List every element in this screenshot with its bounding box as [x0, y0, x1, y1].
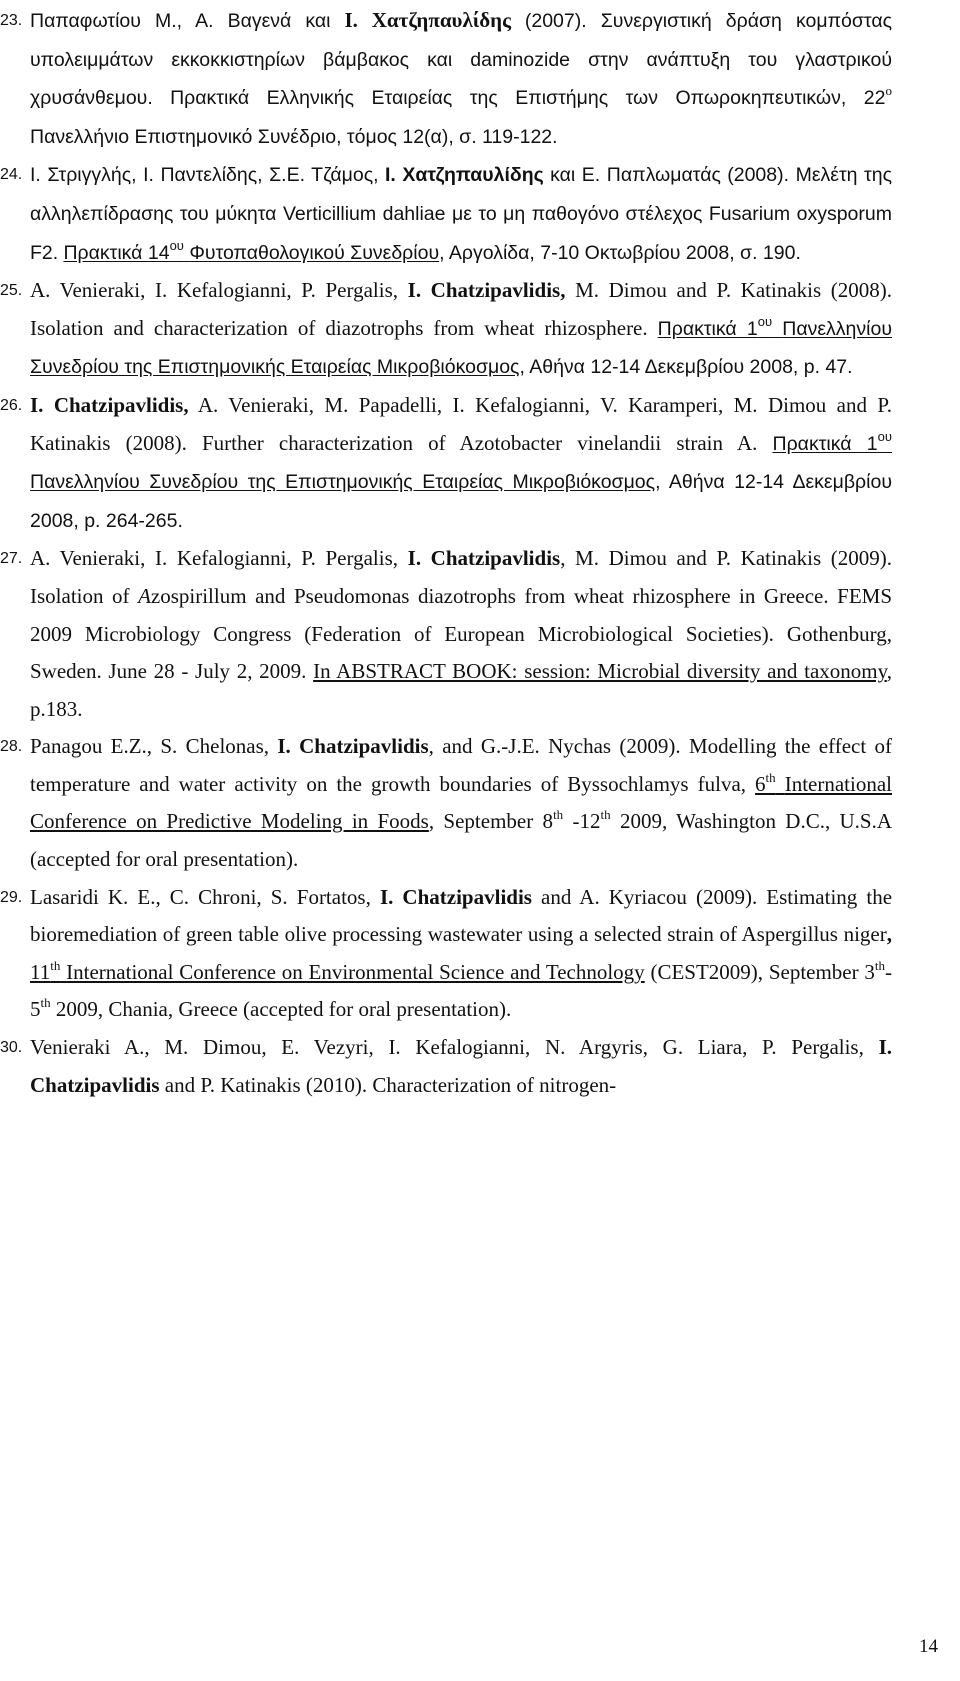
reference-number: 27.: [0, 550, 23, 568]
reference-number: 28.: [0, 738, 23, 756]
reference-list: [0, 2, 893, 1104]
reference-28: 28. Panagou E.Z., S. Chelonas, I. Chatzipavlidis, and G.-J.E. Nychas (2009). Modelling the effect of temperature and water activity on the growth boundaries of Byssochlamys fulva, 6th International Conference on Predictive Modeling in Foods, September 8th -12th 2009, Washington D.C., U.S.A (accepted for oral presentation).: [30, 728, 892, 878]
reference-number: 30.: [0, 1039, 23, 1057]
reference-24: 24. Ι. Στριγγλής, Ι. Παντελίδης, Σ.Ε. Τζάμος, Ι. Χατζηπαυλίδης και Ε. Παπλωματάς (2008). Μελέτη της αλληλεπίδρασης του μύκητα Verticillium dahliae με το μη παθογόνο στέλεχος Fusarium oxysporum F2. Πρακτικά $14^{o\upsilon}$ Φυτοπαθολογικού Συνεδρίου, Αργολίδα, 7-10 Οκτωβρίου 2008, σ. 190.: [30, 156, 892, 272]
proceedings-title: Πρακτικά $14^{o\upsilon}$ Φυτοπαθολογικού Συνεδρίου: [63, 237, 440, 264]
reference-number: 24.: [0, 166, 23, 184]
proceedings-title: Πρακτικά $1^{o\upsilon}$ Πανελληνίου Συνεδρίου της Επιστημονικής Εταιρείας Μικροβιόκοσμος: [30, 313, 892, 379]
highlighted-author: I. Chatzipavlidis,: [407, 278, 566, 303]
reference-number: 23.: [0, 12, 23, 29]
reference-number: 25.: [0, 282, 23, 300]
reference-29: 29. Lasaridi K. E., C. Chroni, S. Fortatos, I. Chatzipavlidis and A. Kyriacou (2009). Estimating the bioremediation of green table olive processing wastewater using a selected strain of Aspergillus niger, 11th International Conference on Environmental Science and Technology (CEST2009), September 3th-5th 2009, Chania, Greece (accepted for oral presentation).: [30, 879, 892, 1029]
conference-title: 6th International Conference on Predictive Modeling in Foods: [30, 769, 892, 834]
highlighted-author: I. Chatzipavlidis: [277, 734, 429, 759]
reference-25: 25. A. Venieraki, I. Kefalogianni, P. Pergalis, I. Chatzipavlidis, M. Dimou and P. Katinakis (2008). Isolation and characterization of diazotrophs from wheat rhizosphere. Πρακτικά $1^{o\upsilon}$ Πανελληνίου Συνεδρίου της Επιστημονικής Εταιρείας Μικροβιόκοσμος, Αθήνα 12-14 Δεκεμβρίου 2008, p. 47.: [30, 272, 892, 387]
page-number: 14: [919, 1636, 938, 1657]
highlighted-author: Ι. Χατζηπαυλίδης: [384, 164, 544, 187]
reference-30: 30. Venieraki A., M. Dimou, E. Vezyri, I. Kefalogianni, N. Argyris, G. Liara, P. Pergalis, I. Chatzipavlidis and P. Katinakis (2010). Characterization of nitrogen-: [30, 1029, 892, 1104]
highlighted-author: I. Chatzipavlidis: [30, 1035, 892, 1097]
highlighted-author: I. Chatzipavlidis: [379, 884, 532, 909]
reference-26: 26. I. Chatzipavlidis, A. Venieraki, M. Papadelli, I. Kefalogianni, V. Karamperi, M. Dimou and P. Katinakis (2008). Further characterization of Azotobacter vinelandii strain A. Πρακτικά $1^{o\upsilon}$ Πανελληνίου Συνεδρίου της Επιστημονικής Εταιρείας Μικροβιόκοσμος, Αθήνα 12-14 Δεκεμβρίου 2008, p. 264-265.: [30, 387, 892, 540]
abstract-book-title: In ABSTRACT BOOK: session: Microbial diversity and taxonomy: [313, 659, 887, 684]
highlighted-author: Ι. Χατζηπαυλίδης: [344, 8, 511, 32]
reference-number: 29.: [0, 888, 23, 906]
reference-27: 27. A. Venieraki, I. Kefalogianni, P. Pergalis, I. Chatzipavlidis, M. Dimou and P. Katinakis (2009). Isolation of Azospirillum and Pseudomonas diazotrophs from wheat rhizosphere in Greece. FEMS 2009 Microbiology Congress (Federation of European Microbiological Societies). Gothenburg, Sweden. June 28 - July 2, 2009. In ABSTRACT BOOK: session: Microbial diversity and taxonomy, p.183.: [30, 540, 892, 728]
highlighted-author: I. Chatzipavlidis: [407, 546, 561, 571]
proceedings-title: Πρακτικά $1^{o\upsilon}$ Πανελληνίου Συνεδρίου της Επιστημονικής Εταιρείας Μικροβιόκοσμος: [30, 428, 892, 494]
highlighted-author: I. Chatzipavlidis,: [30, 392, 189, 417]
reference-23: 23. Παπαφωτίου Μ., Α. Βαγενά και Ι. Χατζηπαυλίδης (2007). Συνεργιστική δράση κομπόστας υπολειμμάτων εκκοκκιστηρίων βάμβακος και daminozide στην ανάπτυξη του γλαστρικού χρυσάνθεμου. Πρακτικά Ελληνικής Εταιρείας της Επιστήμης των Οπωροκηπευτικών, $22^o$ Πανελλήνιο Επιστημονικό Συνέδριο, τόμος 12(α), σ. 119-122.: [30, 2, 892, 156]
reference-number: 26.: [0, 396, 23, 414]
conference-title: 11th International Conference on Environmental Science and Technology: [30, 957, 645, 984]
